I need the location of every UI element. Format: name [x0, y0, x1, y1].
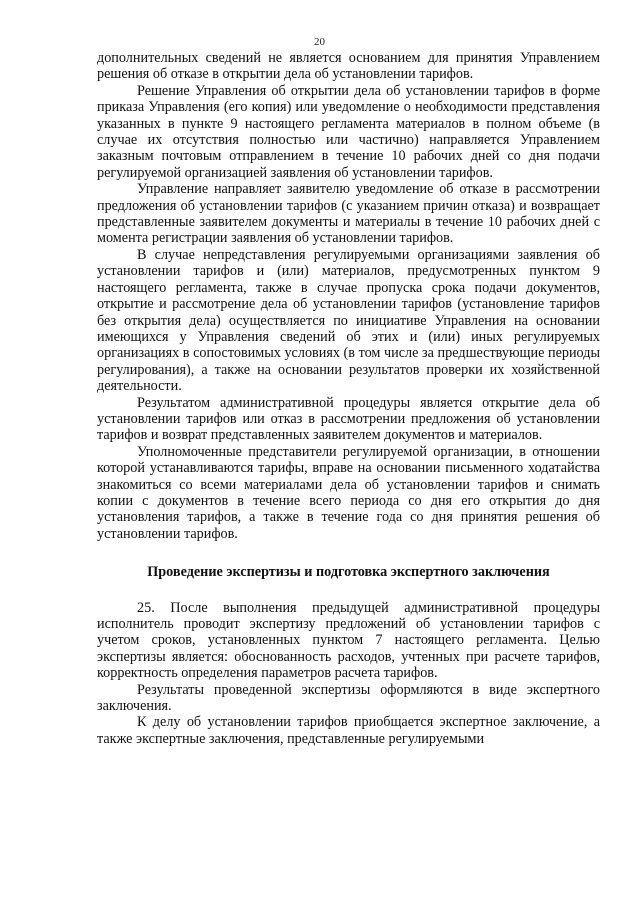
paragraph: Результатом административной процедуры является открытие дела об установлении тарифов или отказ в рассмотрении предложения об установлении тарифов и возврат представленных заявителем документов и материалов.: [97, 394, 600, 444]
paragraph: В случае непредставления регулируемыми организациями заявления об установлении тарифов и (или) материалов, предусмотренных пунктом 9 настоящего регламента, также в случае пропуска срока подачи документов, открытие и рассмотрение дела об установлении тарифов (установление тарифов без открытия дела) осуществляется по инициативе Управления на основании имеющихся у Управления сведений об этих и (или) иных регулируемых организациях в сопостовимых условиях (в том числе за предшествующие периоды регулирования), а также на основании результатов проверки их хозяйственной деятельности.: [97, 246, 600, 395]
page-number: 20: [314, 36, 325, 48]
paragraph: К делу об установлении тарифов приобщается экспертное заключение, а также экспертные заключения, представленные регулируемыми: [97, 714, 600, 747]
section-heading: Проведение экспертизы и подготовка экспертного заключения: [147, 564, 550, 581]
paragraph: дополнительных сведений не является основанием для принятия Управлением решения об отказе в открытии дела об установлении тарифов.: [97, 50, 600, 83]
page-body: [97, 50, 600, 747]
paragraph: Уполномоченные представители регулируемой организации, в отношении которой устанавливаются тарифы, вправе на основании письменного ходатайства знакомиться со всеми материалами дела об установлении тарифов и снимать копии с документов в течение всего периода со дня его открытия до дня установления тарифов, а также в течение года со дня принятия решения об установлении тарифов.: [97, 443, 600, 542]
paragraph: Результаты проведенной экспертизы оформляются в виде экспертного заключения.: [97, 681, 600, 715]
paragraph: 25. После выполнения предыдущей административной процедуры исполнитель проводит экспертизу предложений об установлении тарифов с учетом сроков, установленных пунктом 7 настоящего регламента. Целью экспертизы является: обоснованность расходов, учтенных при расчете тарифов, корректность определения параметров расчета тарифов.: [97, 599, 600, 682]
paragraph: Управление направляет заявителю уведомление об отказе в рассмотрении предложения об установлении тарифов (с указанием причин отказа) и возвращает представленные заявителем документы и материалы в течение 10 рабочих дней с момента регистрации заявления об установлении тарифов.: [97, 181, 600, 247]
paragraph: Решение Управления об открытии дела об установлении тарифов в форме приказа Управления (его копия) или уведомление о необходимости представления указанных в пункте 9 настоящего регламента материалов в полном объеме (в случае их отсутствия полностью или частично) направляется Управлением заказным почтовым отправлением в течение 10 рабочих дней со дня подачи регулируемой организацией заявления об установлении тарифов.: [97, 82, 600, 181]
